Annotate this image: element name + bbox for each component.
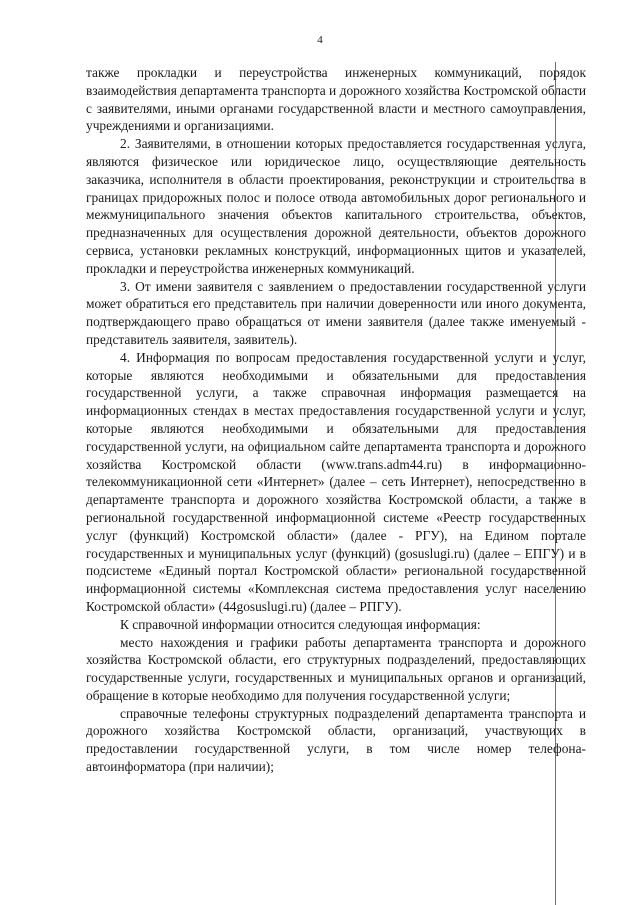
page-number: 4 xyxy=(317,34,323,46)
document-body xyxy=(86,64,586,776)
paragraph-location-schedules: место нахождения и графики работы департамента транспорта и дорожного хозяйства Костромской области, его структурных подразделений, предоставляющих государственные услуги, государственных и муниципальных органов и организаций, обращение в которые необходимо для получения государственной услуги; xyxy=(86,634,586,703)
paragraph-4-information: 4. Информация по вопросам предоставления государственной услуги и услуг, которые являются необходимыми и обязательными для предоставления государственной услуги, а также справочная информация размещается на информационных стендах в местах предоставления государственной услуги и услуг, которые являются необходимыми и обязательными для предоставления государственной услуги, на официальном сайте департамента транспорта и дорожного хозяйства Костромской области (www.trans.adm44.ru) в информационно-телекоммуникационной сети «Интернет» (далее – сеть Интернет), непосредственно в департаменте транспорта и дорожного хозяйства Костромской области, а также в региональной государственной информационной системе «Реестр государственных услуг (функций) Костромской области» (далее - РГУ), на Едином портале государственных и муниципальных услуг (функций) (gosuslugi.ru) (далее – ЕПГУ) и в подсистеме «Единый портал Костромской области» региональной государственной информационной системы «Комплексная система предоставления услуг населению Костромской области» (44gosuslugi.ru) (далее – РПГУ). xyxy=(86,349,586,614)
paragraph-reference-info-heading: К справочной информации относится следующая информация: xyxy=(120,616,481,632)
paragraph-2-applicants: 2. Заявителями, в отношении которых предоставляется государственная услуга, являются физическое или юридическое лицо, осуществляющие деятельность заказчика, исполнителя в области проектирования, реконструкции и строительства в границах придорожных полос и полосе отвода автомобильных дорог регионального и межмуниципального значения объектов капитального строительства, объектов, предназначенных для осуществления дорожной деятельности, объектов дорожного сервиса, установки рекламных конструкций, информационных щитов и указателей, прокладки и переустройства инженерных коммуникаций. xyxy=(86,136,586,276)
paragraph-intro-continuation: также прокладки и переустройства инженерных коммуникаций, порядок взаимодействия департамента транспорта и дорожного хозяйства Костромской области с заявителями, иными органами государственной власти и местного самоуправления, учреждениями и организациями. xyxy=(86,65,586,134)
paragraph-3-representative: 3. От имени заявителя с заявлением о предоставлении государственной услуги может обратиться его представитель при наличии доверенности или иного документа, подтверждающего право обращаться от имени заявителя (далее также именуемый - представитель заявителя, заявитель). xyxy=(86,278,586,347)
paragraph-reference-phones: справочные телефоны структурных подразделений департамента транспорта и дорожного хозяйства Костромской области, организаций, участвующих в предоставлении государственной услуги, в том числе номер телефона-автоинформатора (при наличии); xyxy=(86,705,586,775)
